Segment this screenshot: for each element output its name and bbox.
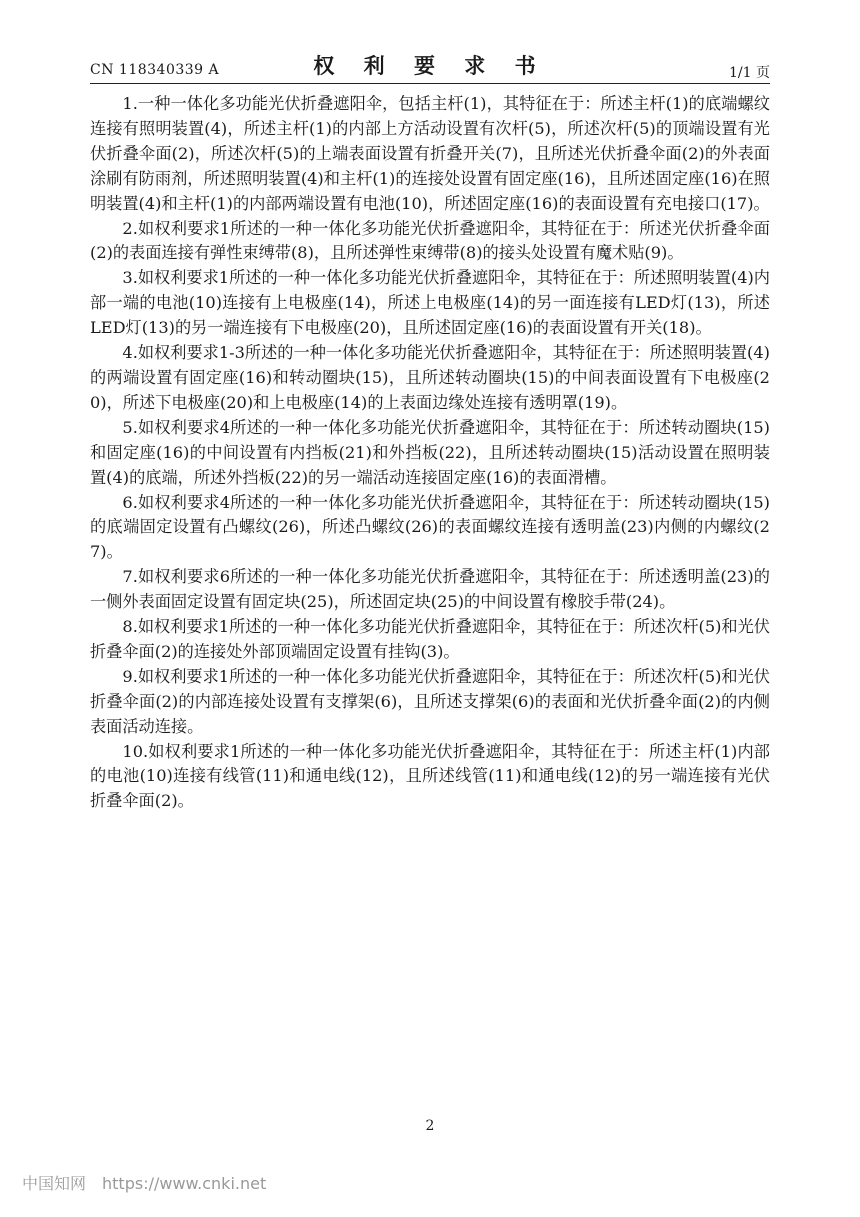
document-title: 权 利 要 求 书 <box>313 53 547 78</box>
watermark-brand: 中国知网 <box>22 1174 87 1193</box>
page-number: 2 <box>425 1118 435 1134</box>
claim-8: 8.如权利要求1所述的一种一体化多功能光伏折叠遮阳伞，其特征在于：所述次杆(5)和光伏折叠伞面(2)的连接处外部顶端固定设置有挂钩(3)。 <box>90 617 770 661</box>
claim-6: 6.如权利要求4所述的一种一体化多功能光伏折叠遮阳伞，其特征在于：所述转动圈块(15)的底端固定设置有凸螺纹(26)，所述凸螺纹(26)的表面螺纹连接有透明盖(23)内侧的内螺纹(27)。 <box>90 492 770 562</box>
claim-4: 4.如权利要求1-3所述的一种一体化多功能光伏折叠遮阳伞，其特征在于：所述照明装置(4)的两端设置有固定座(16)和转动圈块(15)，且所述转动圈块(15)的中间表面设置有下电极座(20)，所述下电极座(20)和上电极座(14)的上表面边缘处连接有透明罩(19)。 <box>90 343 770 412</box>
claim-9: 9.如权利要求1所述的一种一体化多功能光伏折叠遮阳伞，其特征在于：所述次杆(5)和光伏折叠伞面(2)的内部连接处设置有支撑架(6)，且所述支撑架(6)的表面和光伏折叠伞面(2)的内侧表面活动连接。 <box>90 666 770 736</box>
claims-body <box>90 92 770 814</box>
page-info: 1/1 页 <box>729 65 770 81</box>
header-rule <box>90 83 770 84</box>
page-header <box>90 50 770 84</box>
claim-2: 2.如权利要求1所述的一种一体化多功能光伏折叠遮阳伞，其特征在于：所述光伏折叠伞面(2)的表面连接有弹性束缚带(8)，且所述弹性束缚带(8)的接头处设置有魔术贴(9)。 <box>90 218 770 263</box>
claim-5: 5.如权利要求4所述的一种一体化多功能光伏折叠遮阳伞，其特征在于：所述转动圈块(15)和固定座(16)的中间设置有内挡板(21)和外挡板(22)，且所述转动圈块(15)活动设置在照明装置(4)的底端，所述外挡板(22)的另一端活动连接固定座(16)的表面滑槽。 <box>90 417 770 487</box>
publication-number: CN 118340339 A <box>90 62 220 78</box>
claim-1: 1.一种一体化多功能光伏折叠遮阳伞，包括主杆(1)，其特征在于：所述主杆(1)的底端螺纹连接有照明装置(4)，所述主杆(1)的内部上方活动设置有次杆(5)，所述次杆(5)的顶端设置有光伏折叠伞面(2)，所述次杆(5)的上端表面设置有折叠开关(7)，且所述光伏折叠伞面(2)的外表面涂刷有防雨剂，所述照明装置(4)和主杆(1)的连接处设置有固定座(16)，且所述固定座(16)在照明装置(4)和主杆(1)的内部两端设置有电池(10)，所述固定座(16)的表面设置有充电接口(17)。 <box>90 94 770 213</box>
watermark-url: https://www.cnki.net <box>102 1174 267 1193</box>
claim-7: 7.如权利要求6所述的一种一体化多功能光伏折叠遮阳伞，其特征在于：所述透明盖(23)的一侧外表面固定设置有固定块(25)，所述固定块(25)的中间设置有橡胶手带(24)。 <box>90 567 770 612</box>
claim-3: 3.如权利要求1所述的一种一体化多功能光伏折叠遮阳伞，其特征在于：所述照明装置(4)内部一端的电池(10)连接有上电极座(14)，所述上电极座(14)的另一面连接有LED灯(13)，所述LED灯(13)的另一端连接有下电极座(20)，且所述固定座(16)的表面设置有开关(18)。 <box>90 268 770 338</box>
claim-10: 10.如权利要求1所述的一种一体化多功能光伏折叠遮阳伞，其特征在于：所述主杆(1)内部的电池(10)连接有线管(11)和通电线(12)，且所述线管(11)和通电线(12)的另一端连接有光伏折叠伞面(2)。 <box>90 741 770 811</box>
cnki-watermark <box>22 1171 266 1194</box>
